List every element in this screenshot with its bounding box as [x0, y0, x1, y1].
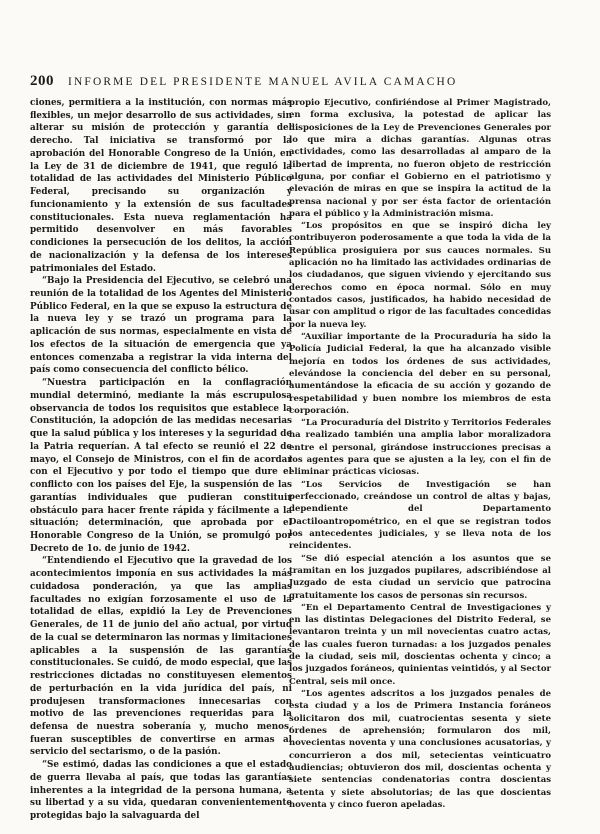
paragraph: “Se dió especial atención a los asuntos que se tramitan en los juzgados pupilares, adscribiéndose al Juzgado de esta ciudad un servicio que patrocina gratuitamente los casos de personas sin recursos.	[289, 553, 551, 601]
paragraph: “Los Servicios de Investigación se han perfeccionado, creándose un control de altas y bajas, dependiente del Departamento Dactiloantropométrico, en el que se registran todos los antecedentes judiciales, y se lleva nota de los reincidentes.	[289, 479, 551, 552]
paragraph: “Se estimó, dadas las condiciones a que el estado de guerra llevaba al país, que todas las garantías inherentes a la integridad de la persona humana, a su libertad y a su vida, quedaran convenientemente protegidas bajo la salvaguarda del	[30, 760, 292, 822]
page-number: 200	[30, 73, 54, 89]
paragraph: “Los propósitos en que se inspiró dicha ley contribuyeron poderosamente a que toda la vida de la República prosiguiera por sus cauces normales. Su aplicación no ha limitado las actividades ordinarias de los ciudadanos, que siguen viviendo y ejercitando sus derechos como en época normal. Sólo en muy contados casos, justificados, ha habido necesidad de usar con amplitud o rigor de las facultades concedidas por la nueva ley.	[289, 221, 551, 330]
paragraph: “En el Departamento Central de Investigaciones y en las distintas Delegaciones del Distrito Federal, se levantaron treinta y un mil novecientas cuatro actas, de las cuales fueron turnadas: a los juzgados penales de la ciudad, seis mil, doscientas ochenta y cinco; a los juzgados foráneos, quinientas veintidós, y al Sector Central, seis mil once.	[289, 602, 551, 687]
paragraph: “Auxiliar importante de la Procuraduría ha sido la Policía Judicial Federal, la que ha alcanzado visible mejoría en todos los órdenes de sus actividades, elevándose la conciencia del deber en su personal, aumentándose la eficacia de su acción y gozando de respetabilidad y buen nombre los miembros de esta corporación.	[289, 331, 551, 416]
running-title: INFORME DEL PRESIDENTE MANUEL AVILA CAMACHO	[68, 76, 458, 88]
page-header	[30, 73, 575, 90]
left-text-column	[30, 97, 292, 823]
paragraph: propio Ejecutivo, confiriéndose al Primer Magistrado, en forma exclusiva, la potestad de aplicar las disposiciones de la Ley de Prevenciones Generales por lo que mira a dichas garantías. Algunas otras actividades, como las desarrolladas al amparo de la libertad de imprenta, no fueron objeto de restricción alguna, por confiar el Gobierno en el patriotismo y elevación de miras en que se inspira la actitud de la prensa nacional y por ser ésta factor de orientación para el público y la Administración misma.	[289, 98, 551, 219]
paragraph: “La Procuraduría del Distrito y Territorios Federales ha realizado también una amplia labor moralizadora entre el personal, girándose instrucciones precisas a los agentes para que se ajusten a la ley, con el fin de eliminar prácticas viciosas.	[289, 418, 551, 478]
paragraph: “Entendiendo el Ejecutivo que la gravedad de los acontecimientos imponía en sus actividades la más cuidadosa ponderación, ya que las amplias facultades no exigían forzosamente el uso de la totalidad de ellas, expidió la Ley de Prevenciones Generales, de 11 de junio del año actual, por virtud de la cual se determinaron las normas y limitaciones aplicables a la suspensión de las garantías constitucionales. Se cuidó, de modo especial, que las restricciones dictadas no constituyesen elementos de perturbación en la vida jurídica del país, ni produjesen transformaciones innecesarias con motivo de las prevenciones requeridas para la defensa de nuestra soberanía y, mucho menos, fueran susceptibles de convertirse en armas al servicio del sectarismo, o de la pasión.	[30, 556, 292, 758]
paragraph: ciones, permitiera a la institución, con normas más flexibles, un mejor desarrollo de sus actividades, sin alterar su misión de protección y garantía del derecho. Tal iniciativa se transformó por la aprobación del Honorable Congreso de la Unión, en la Ley de 31 de diciembre de 1941, que reguló la totalidad de las actividades del Ministerio Público Federal, precisando su organización y funcionamiento y la extensión de sus facultades constitucionales. Esta nueva reglamentación ha permitido desenvolver en más favorables condiciones la persecución de los delitos, la acción de nacionalización y la defensa de los intereses patrimoniales del Estado.	[30, 98, 292, 274]
paragraph: “Los agentes adscritos a los juzgados penales de esta ciudad y a los de Primera Instancia foráneos solicitaron dos mil, cuatrocientas sesenta y siete órdenes de aprehensión; formularon dos mil, novecientas noventa y una conclusiones acusatorias, y concurrieron a dos mil, setecientas veinticuatro audiencias; obtuvieron dos mil, doscientas ochenta y siete sentencias condenatorias contra doscientas setenta y siete absolutorias; de las que doscientas noventa y cinco fueron apeladas.	[289, 689, 551, 810]
paragraph: “Bajo la Presidencia del Ejecutivo, se celebró una reunión de la totalidad de los Agentes del Ministerio Público Federal, en la que se expuso la estructura de la nueva ley y se trazó un programa para la aplicación de sus normas, especialmente en vista de los efectos de la situación de emergencia que ya entonces comenzaba a registrar la vida interna del país como consecuencia del conflicto bélico.	[30, 276, 292, 376]
paragraph: “Nuestra participación en la conflagración mundial determinó, mediante la más escrupulosa observancia de todos los requisitos que establece la Constitución, la adopción de las medidas necesarias que la salud pública y los intereses y la seguridad de la Patria requerían. A tal efecto se reunió el 22 de mayo, el Consejo de Ministros, con el fin de acordar con el Ejecutivo y por todo el tiempo que dure el conflicto con los países del Eje, la suspensión de las garantías individuales que pudieran constituir obstáculo para hacer frente rápida y fácilmente a la situación; determinación, que aprobada por el Honorable Congreso de la Unión, se promulgó por Decreto de 1o. de junio de 1942.	[30, 378, 292, 554]
right-text-column	[289, 97, 551, 811]
